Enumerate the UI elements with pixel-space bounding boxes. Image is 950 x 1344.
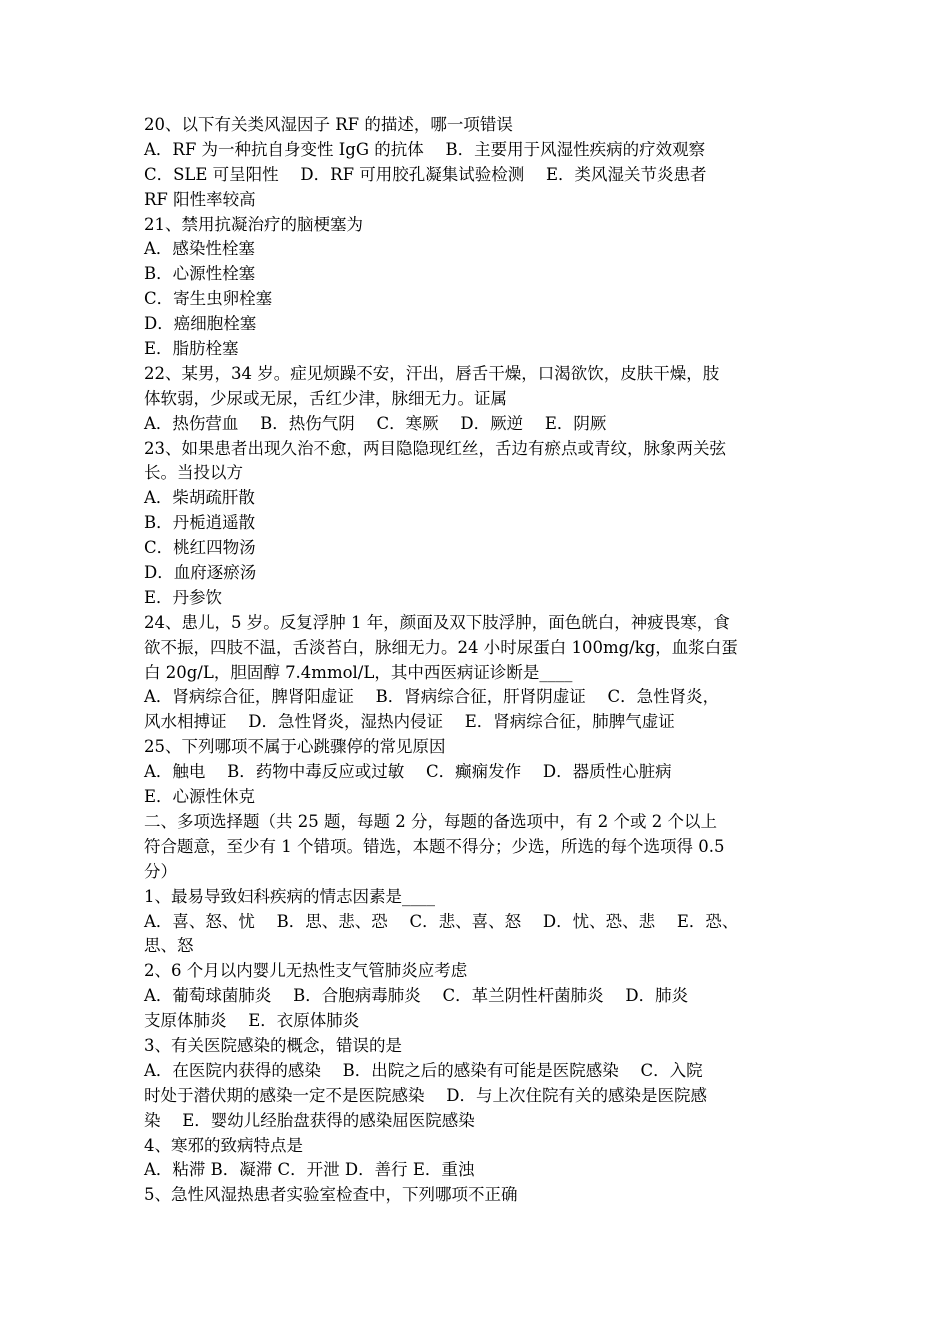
multi-question-1-stem: 1、最易导致妇科疾病的情志因素是____ [144, 886, 435, 906]
question-24-stem-line-3: 白 20g/L，胆固醇 7.4mmol/L，其中西医病证诊断是____ [144, 662, 573, 682]
question-22-options: A．热伤营血 B．热伤气阴 C．寒厥 D．厥逆 E．阴厥 [144, 413, 607, 433]
question-20-options-line-3: RF 阳性率较高 [144, 189, 256, 209]
question-21-option-e: E．脂肪栓塞 [144, 339, 239, 359]
multi-question-3-stem: 3、有关医院感染的概念，错误的是 [144, 1035, 402, 1055]
multi-question-3-options-line-2: 时处于潜伏期的感染一定不是医院感染 D．与上次住院有关的感染是医院感 [144, 1085, 707, 1105]
question-24-options-line-2: 风水相搏证 D．急性肾炎，湿热内侵证 E．肾病综合征，肺脾气虚证 [144, 712, 675, 732]
section-2-heading-line-1: 二、多项选择题（共 25 题，每题 2 分，每题的备选项中，有 2 个或 2 个以上 [144, 811, 717, 831]
question-23-option-b: B．丹栀逍遥散 [144, 513, 256, 533]
section-2-heading-line-2: 符合题意，至少有 1 个错项。错选，本题不得分；少选，所选的每个选项得 0.5 [144, 836, 725, 856]
question-23-option-c: C．桃红四物汤 [144, 538, 256, 558]
question-20-stem: 20、以下有关类风湿因子 RF 的描述，哪一项错误 [144, 115, 513, 134]
question-23-stem-line-1: 23、如果患者出现久治不愈，两目隐隐现红丝，舌边有瘀点或青纹，脉象两关弦 [144, 438, 726, 458]
document-page [144, 113, 808, 1208]
question-20-options-line-1: A．RF 为一种抗自身变性 IgG 的抗体 B．主要用于风湿性疾病的疗效观察 [144, 139, 706, 159]
question-25-options-line-2: E．心源性休克 [144, 787, 256, 807]
question-21-option-b: B．心源性栓塞 [144, 264, 256, 284]
question-21-option-a: A．感染性栓塞 [144, 239, 255, 259]
multi-question-4-options: A．粘滞 B．凝滞 C．开泄 D．善行 E．重浊 [144, 1160, 475, 1180]
question-23-option-d: D．血府逐瘀汤 [144, 563, 257, 583]
question-24-stem-line-1: 24、患儿，5 岁。反复浮肿 1 年，颜面及双下肢浮肿，面色㿠白，神疲畏寒，食 [144, 612, 730, 632]
question-21-option-d: D．癌细胞栓塞 [144, 314, 257, 334]
question-23-option-e: E．丹参饮 [144, 587, 223, 607]
multi-question-4-stem: 4、寒邪的致病特点是 [144, 1135, 303, 1155]
question-24-options-line-1: A．肾病综合征，脾肾阳虚证 B．肾病综合征，肝肾阴虚证 C．急性肾炎， [144, 687, 720, 707]
multi-question-1-options-line-1: A．喜、怒、忧 B．思、悲、恐 C．悲、喜、怒 D．忧、恐、悲 E．恐、 [144, 911, 739, 931]
question-23-stem-line-2: 长。当投以方 [144, 463, 243, 483]
question-23-option-a: A．柴胡疏肝散 [144, 488, 255, 508]
question-20-options-line-2: C．SLE 可呈阳性 D．RF 可用胶孔凝集试验检测 E．类风湿关节炎患者 [144, 164, 707, 184]
question-21-stem: 21、禁用抗凝治疗的脑梗塞为 [144, 214, 363, 234]
question-25-options-line-1: A．触电 B．药物中毒反应或过敏 C．癫痫发作 D．器质性心脏病 [144, 762, 672, 782]
multi-question-5-stem: 5、急性风湿热患者实验室检查中，下列哪项不正确 [144, 1185, 518, 1205]
multi-question-2-options-line-2: 支原体肺炎 E．衣原体肺炎 [144, 1011, 360, 1031]
multi-question-2-options-line-1: A．葡萄球菌肺炎 B．合胞病毒肺炎 C．革兰阴性杆菌肺炎 D．肺炎 [144, 986, 689, 1006]
multi-question-3-options-line-3: 染 E．婴幼儿经胎盘获得的感染屈医院感染 [144, 1110, 475, 1130]
section-2-heading-line-3: 分） [144, 861, 177, 881]
question-21-option-c: C．寄生虫卵栓塞 [144, 289, 273, 309]
question-25-stem: 25、下列哪项不属于心跳骤停的常见原因 [144, 737, 446, 757]
question-24-stem-line-2: 欲不振，四肢不温，舌淡苔白，脉细无力。24 小时尿蛋白 100mg/kg，血浆白蛋 [144, 637, 738, 657]
question-22-stem-line-1: 22、某男，34 岁。症见烦躁不安，汗出，唇舌干燥，口渴欲饮，皮肤干燥，肢 [144, 363, 720, 383]
question-22-stem-line-2: 体软弱，少尿或无尿，舌红少津，脉细无力。证属 [144, 388, 507, 408]
multi-question-1-options-line-2: 思、怒 [144, 936, 194, 956]
multi-question-3-options-line-1: A．在医院内获得的感染 B．出院之后的感染有可能是医院感染 C．入院 [144, 1060, 703, 1080]
multi-question-2-stem: 2、6 个月以内婴儿无热性支气管肺炎应考虑 [144, 961, 468, 981]
